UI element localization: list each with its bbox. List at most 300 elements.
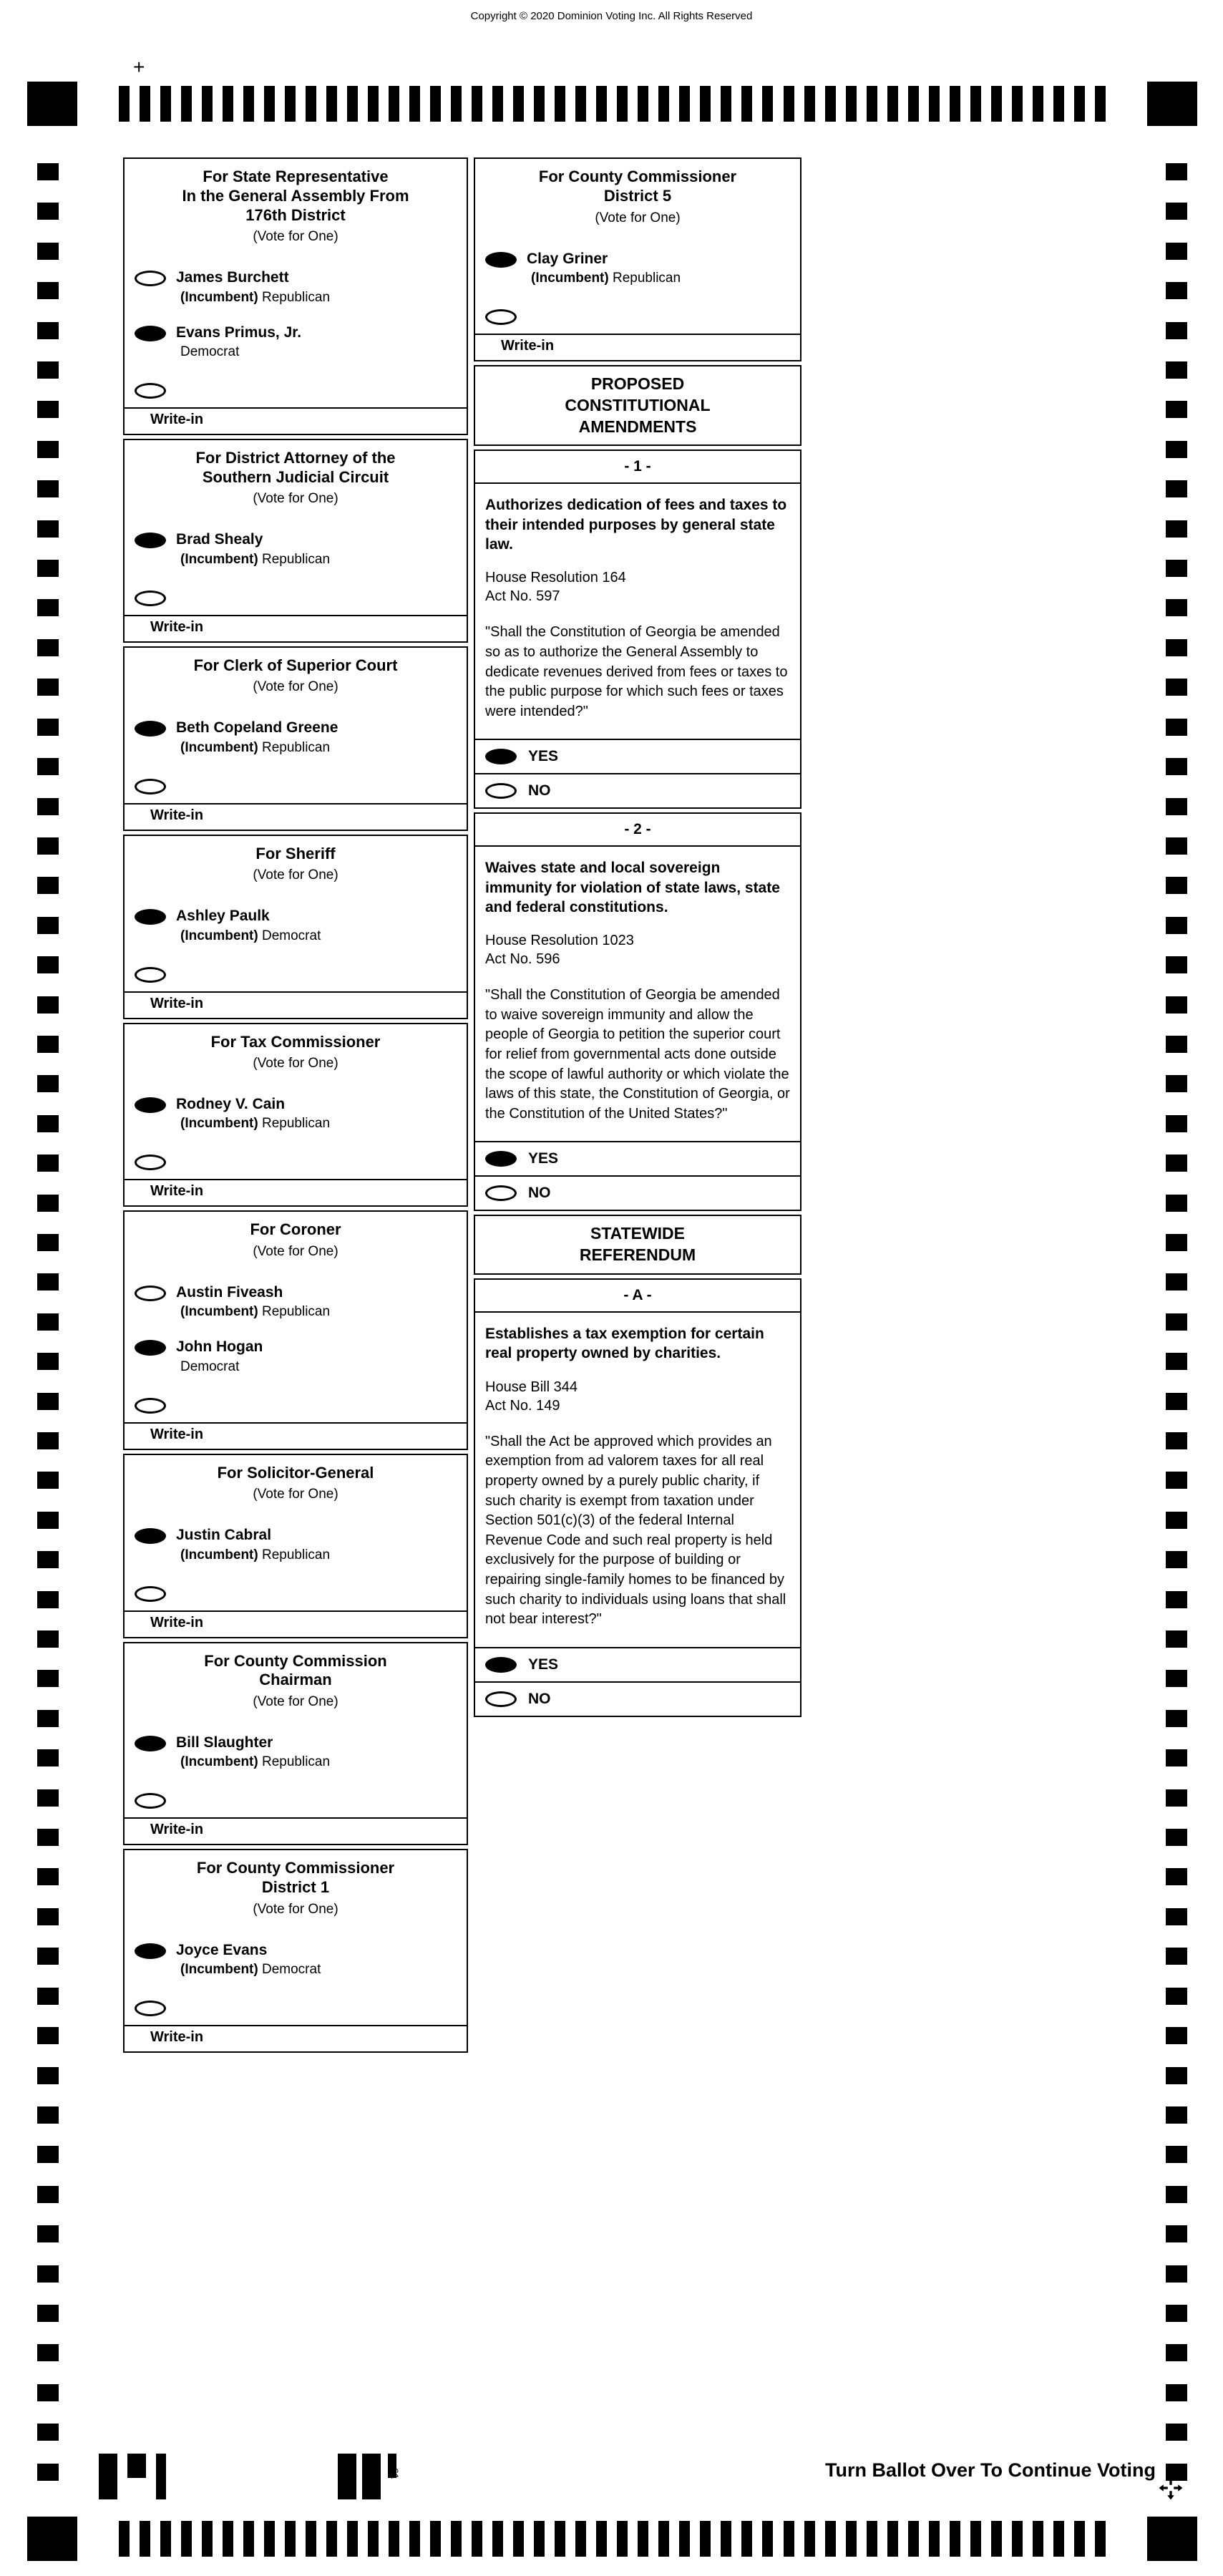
timing-mark <box>37 599 59 616</box>
candidate-party <box>527 271 681 286</box>
no-label: NO <box>528 1690 551 1707</box>
timing-block <box>1147 82 1197 126</box>
write-in-oval[interactable] <box>485 309 517 325</box>
party-name: Republican <box>262 1116 331 1132</box>
write-in-row <box>475 288 800 334</box>
timing-mark <box>1166 1432 1187 1449</box>
timing-mark <box>1166 1591 1187 1608</box>
timing-mark <box>929 2521 940 2557</box>
incumbent-label: (Incumbent) <box>180 1304 258 1320</box>
timing-mark <box>1166 1630 1187 1648</box>
timing-mark <box>37 1591 59 1608</box>
timing-mark <box>430 2521 441 2557</box>
timing-mark <box>1033 86 1043 122</box>
timing-mark <box>1166 1710 1187 1727</box>
measure-number: - 2 - <box>475 814 800 847</box>
write-in-row <box>125 946 467 991</box>
contest-title <box>125 440 467 489</box>
write-in-label: Write-in <box>150 1426 204 1442</box>
timing-mark <box>1012 2521 1023 2557</box>
measure-1 <box>474 449 801 809</box>
turn-ballot-over-instruction: Turn Ballot Over To Continue Voting <box>825 2459 1156 2481</box>
filled-oval-justin-cabral[interactable] <box>135 1528 166 1544</box>
candidate-row-james-burchett <box>125 252 467 306</box>
timing-mark <box>1166 1789 1187 1807</box>
ballot-stub-marks <box>99 2454 396 2499</box>
candidate-row-joyce-evans <box>125 1925 467 1979</box>
contest-for-district-attorney-of-the-southern-judicial-circuit <box>123 439 468 643</box>
filled-oval-clay-griner[interactable] <box>485 252 517 268</box>
contest-for-county-commission-chairman <box>123 1642 468 1846</box>
contest-title-line: District 5 <box>603 186 672 205</box>
stub-bar <box>99 2454 117 2499</box>
measure-question: "Shall the Act be approved which provides an exemption from ad valorem taxes for all real property owned by a purely public charity, if such charity is exempt from taxation under Section 501(c)(3) of the federal Internal Revenue Code and such real property is held exclusively for the purpose of building or repairing single-family homes to be financed by such charity to individuals using loans that shall not bear interest?" <box>485 1433 786 1628</box>
timing-mark <box>1166 2146 1187 2163</box>
timing-mark <box>37 877 59 894</box>
contest-title <box>125 159 467 226</box>
timing-mark <box>596 2521 607 2557</box>
section-header-line: STATEWIDE <box>590 1224 686 1243</box>
timing-mark <box>37 2106 59 2124</box>
measure-body <box>475 1313 800 1647</box>
timing-mark <box>1166 282 1187 299</box>
contest-title <box>125 836 467 865</box>
timing-mark <box>887 2521 898 2557</box>
timing-mark <box>513 2521 524 2557</box>
write-in-label: Write-in <box>150 1822 204 1838</box>
timing-mark <box>409 2521 420 2557</box>
candidate-row-justin-cabral <box>125 1510 467 1564</box>
candidate-party <box>176 928 321 944</box>
timing-mark <box>1166 1749 1187 1766</box>
measure-reference-line: Act No. 596 <box>485 951 560 968</box>
timing-mark <box>1166 1908 1187 1925</box>
filled-oval-joyce-evans[interactable] <box>135 1943 166 1959</box>
timing-mark <box>37 1551 59 1568</box>
yes-choice-row <box>475 1647 800 1681</box>
candidate-party <box>176 1304 330 1320</box>
incumbent-label: (Incumbent) <box>180 289 258 305</box>
timing-mark <box>37 1393 59 1410</box>
timing-mark <box>1033 2521 1043 2557</box>
timing-mark <box>1166 758 1187 775</box>
timing-mark <box>991 86 1002 122</box>
write-in-oval[interactable] <box>135 1793 166 1809</box>
timing-mark <box>37 441 59 458</box>
timing-mark <box>1166 798 1187 815</box>
timing-mark <box>1166 2424 1187 2441</box>
no-label: NO <box>528 782 551 799</box>
timing-mark <box>721 86 731 122</box>
candidate-row-ashley-paulk <box>125 890 467 945</box>
timing-mark <box>741 86 752 122</box>
timing-mark <box>804 2521 815 2557</box>
timing-mark <box>1166 1313 1187 1331</box>
candidate-name: Clay Griner <box>527 250 608 267</box>
candidate-row-bill-slaughter <box>125 1717 467 1771</box>
empty-oval-james-burchett[interactable] <box>135 271 166 286</box>
contest-for-county-commissioner-district-5 <box>474 157 801 361</box>
contest-title <box>125 1024 467 1054</box>
timing-mark <box>37 917 59 934</box>
timing-mark <box>1166 203 1187 220</box>
candidate-info <box>176 1338 263 1374</box>
candidate-info <box>176 1942 321 1978</box>
timing-mark <box>409 86 420 122</box>
timing-mark <box>306 2521 316 2557</box>
timing-mark <box>472 86 482 122</box>
party-name: Republican <box>262 739 331 755</box>
timing-block <box>1147 2517 1197 2561</box>
timing-mark <box>119 86 130 122</box>
candidate-info <box>176 1734 330 1770</box>
timing-mark <box>1012 86 1023 122</box>
write-in-oval[interactable] <box>135 2001 166 2016</box>
timing-mark <box>1166 560 1187 577</box>
candidate-info <box>176 908 321 943</box>
candidate-name: Bill Slaughter <box>176 1734 273 1751</box>
timing-mark <box>37 996 59 1014</box>
candidate-row-john-hogan <box>125 1321 467 1376</box>
candidate-party <box>176 1962 321 1978</box>
timing-mark <box>37 2225 59 2242</box>
timing-mark <box>970 86 981 122</box>
timing-mark <box>908 86 919 122</box>
timing-mark <box>1166 1155 1187 1172</box>
timing-mark <box>223 2521 233 2557</box>
candidate-name: Joyce Evans <box>176 1942 268 1958</box>
timing-mark <box>784 86 794 122</box>
stub-bar <box>338 2454 356 2499</box>
measure-a <box>474 1278 801 1717</box>
contest-title <box>475 159 800 208</box>
incumbent-label: (Incumbent) <box>180 739 258 755</box>
timing-mark <box>1166 1075 1187 1092</box>
filled-oval-rodney-v-cain[interactable] <box>135 1097 166 1113</box>
measure-reference-line: House Resolution 164 <box>485 570 626 586</box>
filled-yes-oval[interactable] <box>485 749 517 764</box>
vote-for-instruction: (Vote for One) <box>253 1902 338 1917</box>
timing-mark <box>555 86 565 122</box>
write-in-oval[interactable] <box>135 779 166 794</box>
timing-mark <box>37 1075 59 1092</box>
timing-mark <box>1166 1393 1187 1410</box>
contest-for-county-commissioner-district-1 <box>123 1849 468 2053</box>
contest-title-line: In the General Assembly From <box>182 186 409 205</box>
four-direction-arrows <box>1158 2475 1184 2501</box>
contest-title-line: For Clerk of Superior Court <box>193 656 398 674</box>
timing-mark <box>1166 401 1187 418</box>
timing-mark <box>575 2521 586 2557</box>
measure-question: "Shall the Constitution of Georgia be amended so as to authorize the General Assembly to dedicate revenues derived from fees or taxes to the public purpose for which such fees or taxes were intended?" <box>485 624 788 719</box>
candidate-row-clay-griner <box>475 233 800 288</box>
timing-mark <box>804 86 815 122</box>
candidate-row-beth-copeland-greene <box>125 702 467 757</box>
timing-mark <box>37 1670 59 1687</box>
timing-mark <box>37 956 59 973</box>
timing-mark <box>37 1036 59 1053</box>
timing-mark <box>347 2521 358 2557</box>
contest-for-clerk-of-superior-court <box>123 646 468 831</box>
timing-mark <box>1166 1551 1187 1568</box>
timing-mark <box>908 2521 919 2557</box>
incumbent-label: (Incumbent) <box>180 1116 258 1132</box>
candidate-row-austin-fiveash <box>125 1267 467 1321</box>
contest-title <box>125 1643 467 1692</box>
timing-mark <box>555 2521 565 2557</box>
timing-mark <box>37 1432 59 1449</box>
write-in-oval[interactable] <box>135 1586 166 1602</box>
filled-oval-beth-copeland-greene[interactable] <box>135 721 166 737</box>
timing-mark <box>264 2521 275 2557</box>
party-name: Republican <box>262 1304 331 1320</box>
timing-mark <box>140 2521 150 2557</box>
contest-for-solicitor-general <box>123 1454 468 1638</box>
contest-for-sheriff <box>123 835 468 1019</box>
write-in-oval[interactable] <box>135 967 166 983</box>
write-in-label: Write-in <box>150 995 204 1011</box>
incumbent-label: (Incumbent) <box>180 928 258 943</box>
vote-for-instruction: (Vote for One) <box>253 1487 338 1502</box>
timing-mark <box>867 86 877 122</box>
contest-title-line: For Coroner <box>250 1220 341 1239</box>
contest-title-line: For State Representative <box>203 167 389 185</box>
vote-for-instruction: (Vote for One) <box>253 491 338 507</box>
timing-mark <box>37 1512 59 1529</box>
timing-mark <box>37 1234 59 1251</box>
timing-mark <box>37 1868 59 1885</box>
timing-mark <box>492 86 503 122</box>
timing-mark <box>223 86 233 122</box>
incumbent-label: (Incumbent) <box>180 551 258 567</box>
timing-mark <box>37 2027 59 2044</box>
measure-summary: Authorizes dedication of fees and taxes to their intended purposes by general state law. <box>485 497 787 553</box>
timing-mark <box>721 2521 731 2557</box>
contest-title-line: District 1 <box>261 1878 330 1897</box>
timing-mark <box>140 86 150 122</box>
filled-oval-john-hogan[interactable] <box>135 1340 166 1356</box>
candidate-row-brad-shealy <box>125 514 467 568</box>
timing-mark <box>846 86 857 122</box>
timing-mark <box>202 2521 213 2557</box>
party-name: Republican <box>262 289 331 305</box>
party-name: Republican <box>262 551 331 567</box>
timing-mark <box>1166 1036 1187 1053</box>
candidate-name: John Hogan <box>176 1338 263 1356</box>
timing-block <box>27 2517 77 2561</box>
timing-mark <box>326 2521 337 2557</box>
party-name: Democrat <box>262 928 321 943</box>
timing-mark <box>1166 163 1187 180</box>
candidate-party <box>176 1547 330 1563</box>
timing-mark <box>1166 917 1187 934</box>
write-in-label: Write-in <box>501 337 555 354</box>
measure-number: - A - <box>475 1280 800 1313</box>
yes-choice-row <box>475 739 800 773</box>
candidate-info <box>176 324 301 360</box>
timing-mark <box>638 2521 648 2557</box>
candidate-party <box>176 1116 330 1132</box>
timing-mark <box>1166 1948 1187 1965</box>
section-header-line: AMENDMENTS <box>578 417 697 436</box>
timing-mark <box>1166 361 1187 379</box>
timing-mark <box>37 1908 59 1925</box>
contest-title-line: For County Commission <box>204 1651 387 1670</box>
filled-yes-oval[interactable] <box>485 1657 517 1673</box>
contest-title-line: For Sheriff <box>255 844 336 862</box>
write-in-row <box>125 569 467 615</box>
write-in-row <box>125 1771 467 1817</box>
candidate-party <box>176 1754 330 1770</box>
vote-for-instruction: (Vote for One) <box>253 1694 338 1710</box>
candidate-name: James Burchett <box>176 269 289 286</box>
empty-no-oval[interactable] <box>485 783 517 799</box>
measure-reference-line: Act No. 149 <box>485 1397 560 1414</box>
timing-mark <box>368 86 379 122</box>
incumbent-label: (Incumbent) <box>180 1547 258 1562</box>
write-in-label: Write-in <box>150 1183 204 1200</box>
timing-mark <box>762 2521 773 2557</box>
write-in-oval[interactable] <box>135 590 166 606</box>
no-choice-row <box>475 773 800 807</box>
empty-no-oval[interactable] <box>485 1691 517 1707</box>
timing-mark <box>285 2521 296 2557</box>
empty-no-oval[interactable] <box>485 1185 517 1201</box>
timing-mark <box>1166 2186 1187 2203</box>
timing-mark <box>37 1273 59 1291</box>
filled-oval-brad-shealy[interactable] <box>135 533 166 548</box>
contest-title-line: For Tax Commissioner <box>210 1032 381 1051</box>
timing-mark <box>1166 2344 1187 2361</box>
candidate-info <box>176 719 338 755</box>
candidate-info <box>176 1284 330 1320</box>
party-name: Democrat <box>262 1962 321 1978</box>
candidate-name: Justin Cabral <box>176 1527 272 1544</box>
candidate-name: Ashley Paulk <box>176 908 270 925</box>
candidate-party <box>176 344 301 360</box>
yes-label: YES <box>528 748 559 765</box>
copyright-notice: Copyright © 2020 Dominion Voting Inc. All Rights Reserved <box>470 10 753 22</box>
candidate-party <box>176 290 330 306</box>
timing-mark <box>1166 719 1187 736</box>
timing-mark <box>37 2305 59 2322</box>
empty-oval-austin-fiveash[interactable] <box>135 1285 166 1301</box>
timing-mark <box>347 86 358 122</box>
yes-label: YES <box>528 1150 559 1167</box>
timing-mark <box>326 86 337 122</box>
timing-mark <box>679 86 690 122</box>
stub-bar <box>156 2454 166 2499</box>
timing-mark <box>617 86 628 122</box>
timing-mark <box>1166 322 1187 339</box>
filled-oval-evans-primus-jr[interactable] <box>135 326 166 341</box>
timing-block <box>27 82 77 126</box>
candidate-row-evans-primus-jr <box>125 307 467 361</box>
timing-mark <box>1166 2384 1187 2401</box>
measure-reference-line: House Resolution 1023 <box>485 933 634 949</box>
candidate-info <box>176 1527 330 1562</box>
contest-title-line: 176th District <box>245 205 346 224</box>
timing-bars <box>77 86 1147 122</box>
timing-mark <box>1166 480 1187 497</box>
timing-mark <box>887 86 898 122</box>
timing-mark <box>1166 2027 1187 2044</box>
timing-mark <box>37 1155 59 1172</box>
timing-mark <box>1166 1988 1187 2005</box>
timing-mark <box>1166 956 1187 973</box>
right-timing-column <box>1166 163 1187 2481</box>
write-in-oval[interactable] <box>135 1155 166 1170</box>
timing-mark <box>1166 2106 1187 2124</box>
party-name: Republican <box>262 1754 331 1770</box>
timing-mark <box>1053 86 1064 122</box>
contest-for-coroner <box>123 1210 468 1449</box>
timing-mark <box>37 163 59 180</box>
filled-oval-ashley-paulk[interactable] <box>135 909 166 925</box>
candidate-row-rodney-v-cain <box>125 1079 467 1133</box>
stub-bar <box>362 2454 381 2499</box>
contest-for-tax-commissioner <box>123 1023 468 1207</box>
timing-mark <box>37 282 59 299</box>
timing-mark <box>264 86 275 122</box>
measure-number: - 1 - <box>475 451 800 484</box>
vote-for-instruction: (Vote for One) <box>253 1056 338 1071</box>
timing-mark <box>37 1789 59 1807</box>
write-in-oval[interactable] <box>135 1398 166 1414</box>
write-in-label: Write-in <box>150 1614 204 1630</box>
timing-mark <box>389 2521 399 2557</box>
vote-for-instruction: (Vote for One) <box>253 679 338 695</box>
timing-mark <box>37 1829 59 1846</box>
timing-mark <box>181 86 192 122</box>
timing-mark <box>37 1710 59 1727</box>
filled-oval-bill-slaughter[interactable] <box>135 1736 166 1751</box>
measure-body <box>475 847 800 1141</box>
timing-mark <box>37 639 59 656</box>
timing-mark <box>1166 1868 1187 1885</box>
timing-mark <box>37 2146 59 2163</box>
timing-bars <box>77 2521 1147 2557</box>
timing-mark <box>1166 837 1187 855</box>
timing-mark <box>658 86 669 122</box>
timing-mark <box>1166 877 1187 894</box>
candidate-name: Evans Primus, Jr. <box>176 324 302 341</box>
timing-mark <box>37 1313 59 1331</box>
timing-mark <box>1166 1512 1187 1529</box>
candidate-info <box>527 251 681 286</box>
candidate-name: Austin Fiveash <box>176 1284 283 1301</box>
write-in-row <box>125 1376 467 1422</box>
timing-mark <box>658 2521 669 2557</box>
timing-mark <box>638 86 648 122</box>
timing-mark <box>617 2521 628 2557</box>
timing-mark <box>1095 86 1106 122</box>
timing-mark <box>1166 2305 1187 2322</box>
timing-mark <box>867 2521 877 2557</box>
timing-mark <box>1166 1115 1187 1132</box>
timing-mark <box>202 86 213 122</box>
candidate-name: Beth Copeland Greene <box>176 719 338 737</box>
timing-mark <box>1166 2067 1187 2084</box>
no-label: NO <box>528 1185 551 1202</box>
write-in-oval[interactable] <box>135 383 166 399</box>
write-in-label: Write-in <box>150 2029 204 2046</box>
write-in-row <box>125 1565 467 1610</box>
filled-yes-oval[interactable] <box>485 1151 517 1167</box>
timing-mark <box>1166 639 1187 656</box>
timing-mark <box>451 2521 462 2557</box>
timing-mark <box>37 2464 59 2481</box>
